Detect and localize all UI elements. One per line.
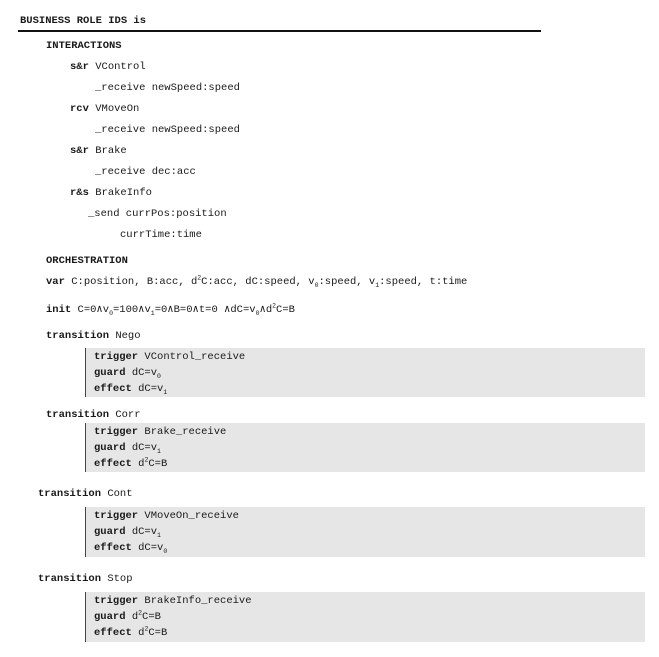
var-text-sub: 1 <box>375 282 380 290</box>
transition-keyword: transition <box>46 409 110 421</box>
interaction-line: _receive newSpeed:speed <box>95 82 240 94</box>
effect-value: dC=v <box>138 542 164 554</box>
effect-value: d <box>138 458 145 470</box>
interaction-kind: r&s <box>70 187 89 199</box>
init-text: C=0∧v <box>77 304 110 316</box>
effect-keyword: effect <box>94 383 132 395</box>
trigger-value: Brake_receive <box>144 426 227 438</box>
guard-line <box>94 611 161 624</box>
transition-corr-header <box>46 409 141 422</box>
trigger-keyword: trigger <box>94 510 139 522</box>
interaction-line: currTime:time <box>120 229 202 241</box>
trigger-line <box>94 595 252 608</box>
guard-keyword: guard <box>94 611 126 623</box>
interaction-vmoveon <box>70 103 139 116</box>
effect-value: dC=v <box>138 383 164 395</box>
transition-nego-box <box>85 348 645 397</box>
trigger-value: BrakeInfo_receive <box>144 595 252 607</box>
effect-keyword: effect <box>94 458 132 470</box>
effect-sup: 2 <box>144 456 149 464</box>
init-text-sub: 1 <box>150 310 155 318</box>
transition-keyword: transition <box>38 488 102 500</box>
interaction-name: BrakeInfo <box>95 187 152 199</box>
transition-nego-header <box>46 330 141 343</box>
interaction-vcontrol <box>70 61 146 74</box>
effect-keyword: effect <box>94 627 132 639</box>
interaction-line: _receive dec:acc <box>95 166 196 178</box>
transition-corr-box <box>85 423 645 472</box>
interaction-name: VControl <box>95 61 146 73</box>
guard-value: dC=v <box>131 367 158 379</box>
guard-line <box>94 367 161 380</box>
transition-cont-header <box>38 488 133 501</box>
interaction-line: _receive newSpeed:speed <box>95 124 240 136</box>
init-text: =0∧B=0∧t=0 ∧dC=v <box>154 304 256 316</box>
interaction-name: VMoveOn <box>95 103 140 115</box>
var-text: :speed, t:time <box>379 276 468 288</box>
interaction-name: Brake <box>95 145 127 157</box>
trigger-keyword: trigger <box>94 351 139 363</box>
var-keyword: var <box>46 276 65 288</box>
interaction-brakeinfo <box>70 187 152 200</box>
effect-sub: 0 <box>163 548 168 556</box>
guard-keyword: guard <box>94 526 126 538</box>
effect-value: C=B <box>148 458 168 470</box>
effect-keyword: effect <box>94 542 132 554</box>
document-title: BUSINESS ROLE IDS is <box>20 15 147 27</box>
var-text: C:acc, dC:speed, v <box>201 276 315 288</box>
transition-name: Stop <box>107 573 133 585</box>
trigger-keyword: trigger <box>94 595 139 607</box>
trigger-line <box>94 426 226 439</box>
effect-line <box>94 542 167 555</box>
effect-sup: 2 <box>144 625 149 633</box>
effect-value: C=B <box>148 627 168 639</box>
trigger-keyword: trigger <box>94 426 139 438</box>
init-text: =100∧v <box>112 304 151 316</box>
transition-name: Nego <box>115 330 141 342</box>
guard-keyword: guard <box>94 442 126 454</box>
effect-line <box>94 458 167 471</box>
guard-keyword: guard <box>94 367 126 379</box>
trigger-value: VMoveOn_receive <box>144 510 239 522</box>
var-text-sub: 0 <box>314 282 319 290</box>
init-text-sup: 2 <box>272 302 277 310</box>
guard-sub: 1 <box>157 448 161 456</box>
effect-line <box>94 627 167 640</box>
transition-cont-box <box>85 507 645 557</box>
orchestration-heading: ORCHESTRATION <box>46 255 128 267</box>
transition-keyword: transition <box>38 573 102 585</box>
guard-sup: 2 <box>138 609 143 617</box>
interactions-heading: INTERACTIONS <box>46 40 122 52</box>
trigger-line <box>94 351 245 364</box>
guard-sub: 1 <box>157 532 161 540</box>
transition-stop-box <box>85 592 645 642</box>
transition-name: Cont <box>107 488 133 500</box>
interaction-brake <box>70 145 127 158</box>
init-text-sub: 0 <box>255 310 260 318</box>
var-text: :speed, v <box>318 276 376 288</box>
effect-sub: 1 <box>163 389 168 397</box>
guard-line <box>94 526 161 539</box>
effect-line <box>94 383 167 396</box>
init-text-sub: 0 <box>109 310 113 318</box>
init-declaration <box>46 304 295 317</box>
guard-sub: 0 <box>157 373 161 381</box>
guard-value: d <box>131 611 139 623</box>
trigger-value: VControl_receive <box>144 351 246 363</box>
var-declaration <box>46 276 467 289</box>
guard-line <box>94 442 161 455</box>
interaction-kind: s&r <box>70 145 89 157</box>
transition-keyword: transition <box>46 330 110 342</box>
init-text: C=B <box>276 304 295 316</box>
title-underline <box>18 30 541 32</box>
interaction-line: _send currPos:position <box>88 208 227 220</box>
init-keyword: init <box>46 304 72 316</box>
init-text: ∧d <box>259 304 273 316</box>
guard-value: dC=v <box>131 526 158 538</box>
guard-value: C=B <box>142 611 161 623</box>
interaction-kind: rcv <box>70 103 89 115</box>
trigger-line <box>94 510 239 523</box>
transition-name: Corr <box>115 409 141 421</box>
var-text: C:position, B:acc, d <box>71 276 198 288</box>
interaction-kind: s&r <box>70 61 89 73</box>
guard-value: dC=v <box>131 442 158 454</box>
transition-stop-header <box>38 573 133 586</box>
var-text-sup: 2 <box>197 274 202 282</box>
effect-value: d <box>138 627 145 639</box>
